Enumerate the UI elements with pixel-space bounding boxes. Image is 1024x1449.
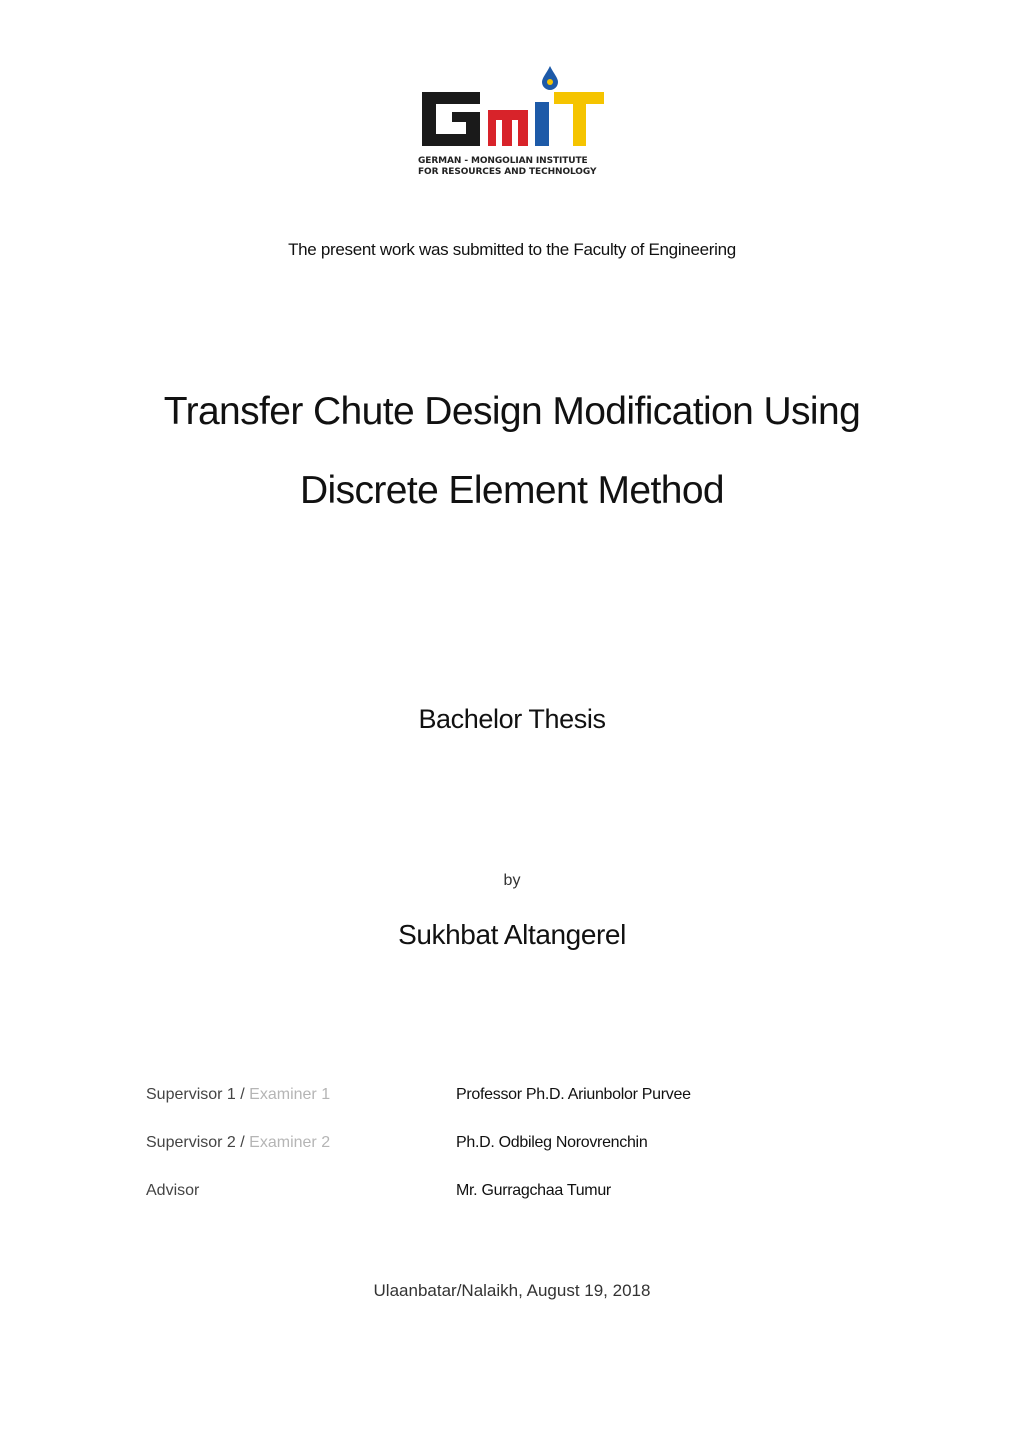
thesis-title-line-1: Transfer Chute Design Modification Using: [163, 390, 861, 433]
committee-name: Professor Ph.D. Ariunbolor Purvee: [456, 1086, 691, 1103]
gmit-logo: [418, 64, 608, 184]
by-label: by: [503, 872, 521, 889]
role-secondary: Examiner 2: [249, 1134, 331, 1151]
committee-name: Mr. Gurragchaa Tumur: [456, 1182, 611, 1199]
role-separator: /: [235, 1086, 250, 1103]
logo-letter-m: [488, 110, 528, 146]
committee-row-advisor: [146, 1182, 906, 1206]
logo-caption: [418, 156, 608, 178]
thesis-title-line-2: Discrete Element Method: [299, 469, 725, 512]
submission-statement: The present work was submitted to the Faculty of Engineering: [288, 240, 736, 259]
committee-role: [146, 1182, 199, 1200]
logo-caption-line-2: FOR RESOURCES AND TECHNOLOGY: [418, 167, 597, 177]
thesis-type: Bachelor Thesis: [418, 704, 606, 734]
role-primary: Supervisor 1: [146, 1086, 236, 1103]
role-primary: Advisor: [146, 1182, 200, 1199]
author-name: Sukhbat Altangerel: [398, 919, 626, 950]
role-primary: Supervisor 2: [146, 1134, 236, 1151]
committee-row-supervisor-1: [146, 1086, 906, 1110]
committee-row-supervisor-2: [146, 1134, 906, 1158]
logo-letter-i: [535, 102, 549, 146]
role-separator: /: [235, 1134, 250, 1151]
committee-name: Ph.D. Odbileg Norovrenchin: [456, 1134, 648, 1151]
committee-role: [146, 1086, 330, 1104]
committee-role: [146, 1134, 330, 1152]
gmit-logo-mark: [418, 64, 608, 154]
role-secondary: Examiner 1: [249, 1086, 331, 1103]
droplet-icon: [542, 66, 558, 90]
logo-letter-g: [422, 92, 480, 146]
logo-caption-line-1: GERMAN - MONGOLIAN INSTITUTE: [418, 156, 588, 166]
place-and-date: Ulaanbatar/Nalaikh, August 19, 2018: [373, 1281, 651, 1300]
logo-letter-t: [554, 92, 604, 146]
